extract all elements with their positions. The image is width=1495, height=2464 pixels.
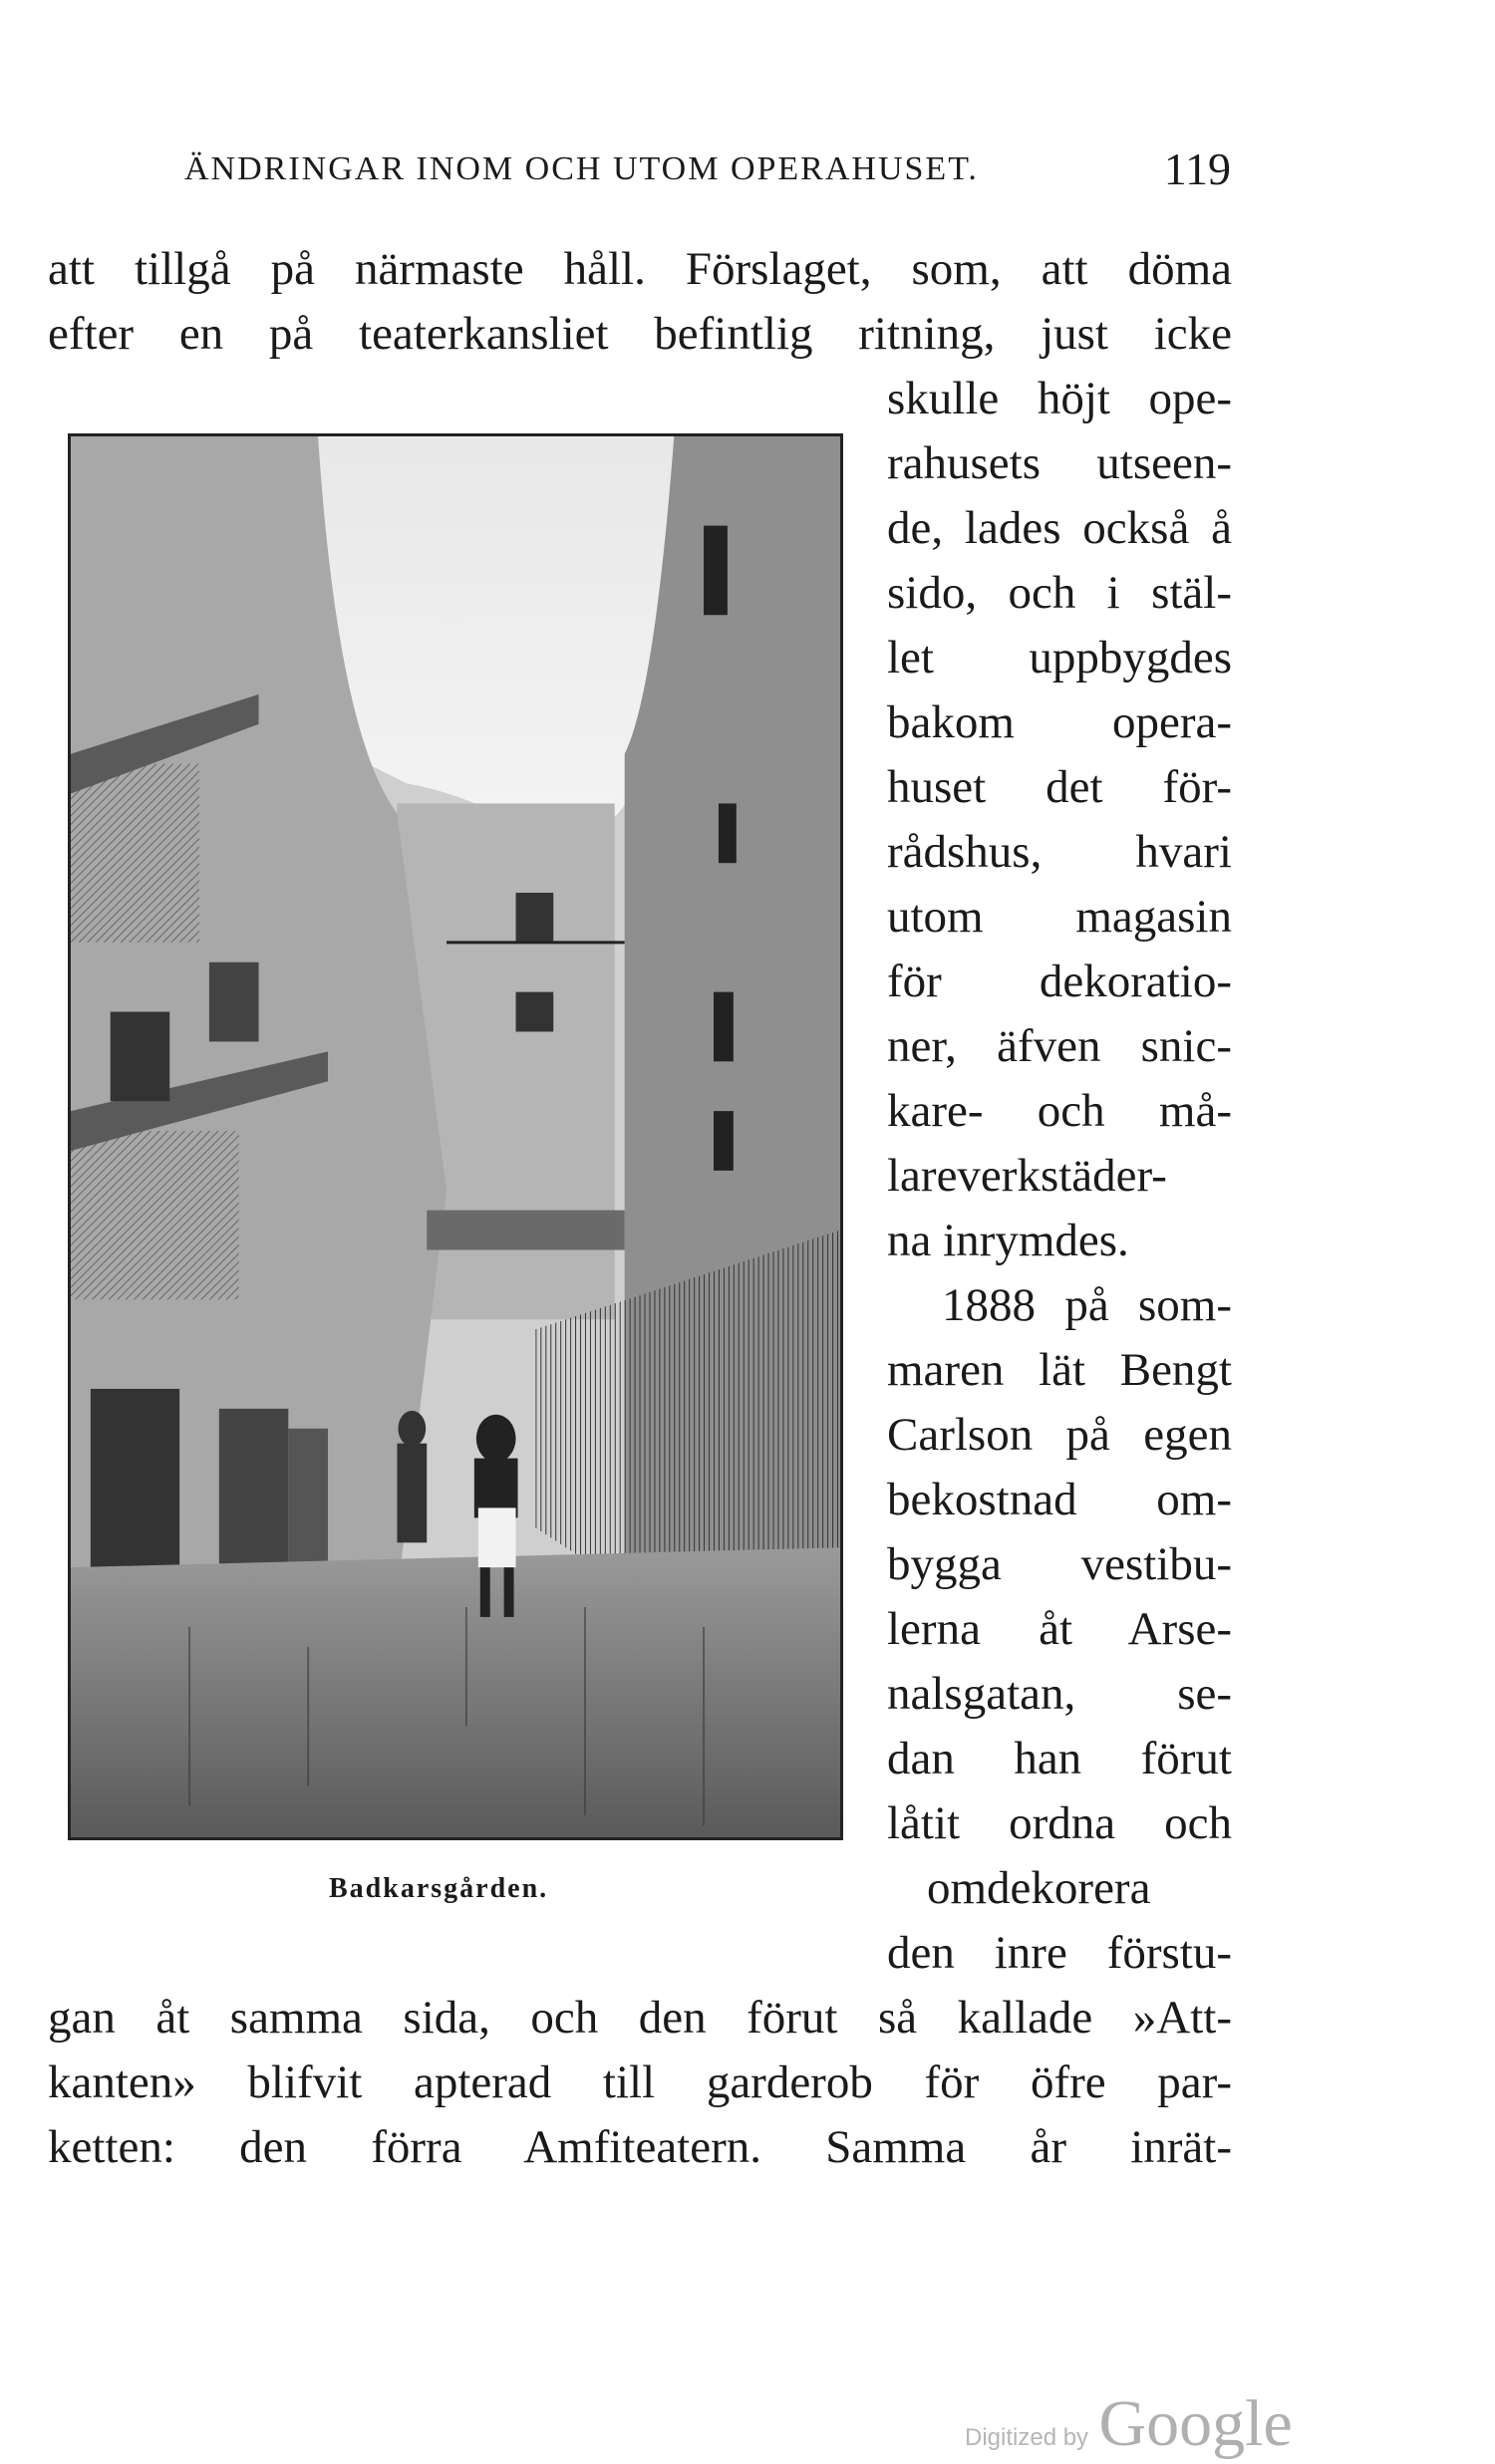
text-line: ner, äfven snic- <box>887 1020 1232 1072</box>
illustration-courtyard <box>68 433 843 1840</box>
text-line: den inre förstu- <box>887 1927 1232 1979</box>
text-line: rahusets utseen- <box>887 437 1232 489</box>
illustration-drawing <box>71 436 840 1837</box>
text-line: gan åt samma sida, och den förut så kallade »Att- <box>48 1992 1232 2044</box>
text-line: utom magasin <box>887 891 1232 943</box>
text-line: lerna åt Arse- <box>887 1603 1232 1655</box>
chapter-title: ÄNDRINGAR INOM OCH UTOM OPERAHUSET. <box>184 150 979 187</box>
text-line: efter en på teaterkansliet befintlig ritning, just icke <box>48 308 1232 360</box>
text-line: skulle höjt ope- <box>887 373 1232 424</box>
text-line: omdekorera <box>927 1862 1151 1914</box>
text-line: bygga vestibu- <box>887 1538 1232 1590</box>
text-line: lareverkstäder- <box>887 1150 1167 1202</box>
text-line: kanten» blifvit apterad till garderob för öfre par- <box>48 2056 1232 2108</box>
page-number: 119 <box>1163 143 1231 194</box>
digitized-watermark <box>965 2386 1293 2462</box>
text-line: huset det för- <box>887 761 1232 813</box>
text-line: låtit ordna och <box>887 1797 1232 1849</box>
text-line: dan han förut <box>887 1733 1232 1784</box>
figure-caption: Badkarsgården. <box>329 1873 549 1904</box>
text-line: maren lät Bengt <box>887 1344 1232 1396</box>
text-line: na inrymdes. <box>887 1215 1129 1266</box>
text-line: 1888 på som- <box>942 1279 1232 1331</box>
text-line: ketten: den förra Amfiteatern. Samma år inrät- <box>48 2121 1232 2173</box>
text-line: bakom opera- <box>887 696 1232 748</box>
google-logo: Google <box>1098 2387 1293 2460</box>
text-line: de, lades också å <box>887 502 1232 554</box>
text-line: sido, och i stäl- <box>887 567 1232 619</box>
text-line: att tillgå på närmaste håll. Förslaget, som, att döma <box>48 243 1232 295</box>
text-line: Carlson på egen <box>887 1409 1232 1461</box>
text-line: bekostnad om- <box>887 1474 1232 1525</box>
text-line: kare- och må- <box>887 1085 1232 1137</box>
watermark-prefix: Digitized by <box>965 2424 1089 2451</box>
running-head <box>184 139 1231 199</box>
text-line: let uppbygdes <box>887 632 1232 684</box>
text-line: nalsgatan, se- <box>887 1668 1232 1720</box>
text-line: rådshus, hvari <box>887 826 1232 878</box>
text-line: för dekoratio- <box>887 956 1232 1007</box>
